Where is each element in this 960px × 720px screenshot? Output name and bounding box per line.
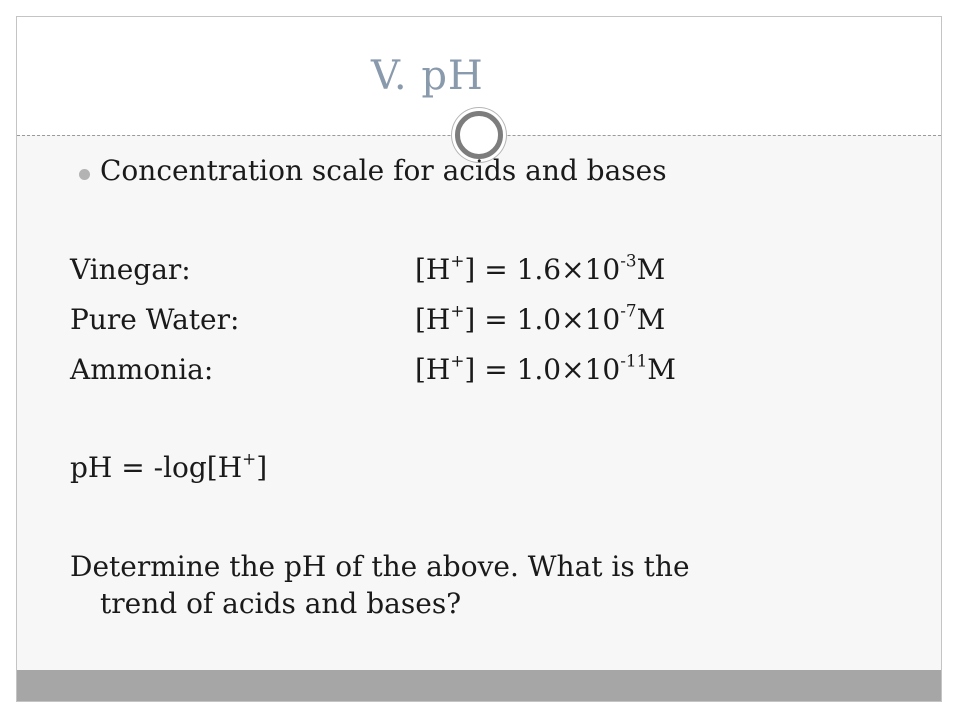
row-value: $[H^+] = 1.0\times 10^{-7}M$ [415,300,666,336]
slide-title: V. pH [371,53,484,99]
question-line-1: Determine the pH of the above. What is the [70,550,690,583]
row-value: $[H^+] = 1.6\times 10^{-3}M$ [415,250,666,286]
slide [16,16,942,702]
row-label: Pure Water: [70,303,240,336]
row-value: $[H^+] = 1.0\times 10^{-11}M$ [415,350,676,386]
row-label: Vinegar: [70,253,191,286]
ph-formula: pH = -log[H+] [70,448,268,484]
row-label: Ammonia: [70,353,214,386]
bullet-icon [79,169,90,180]
bullet-text: Concentration scale for acids and bases [100,154,667,187]
footer-bar [17,670,941,701]
slide-content [17,17,941,701]
question-line-2: trend of acids and bases? [100,587,462,620]
